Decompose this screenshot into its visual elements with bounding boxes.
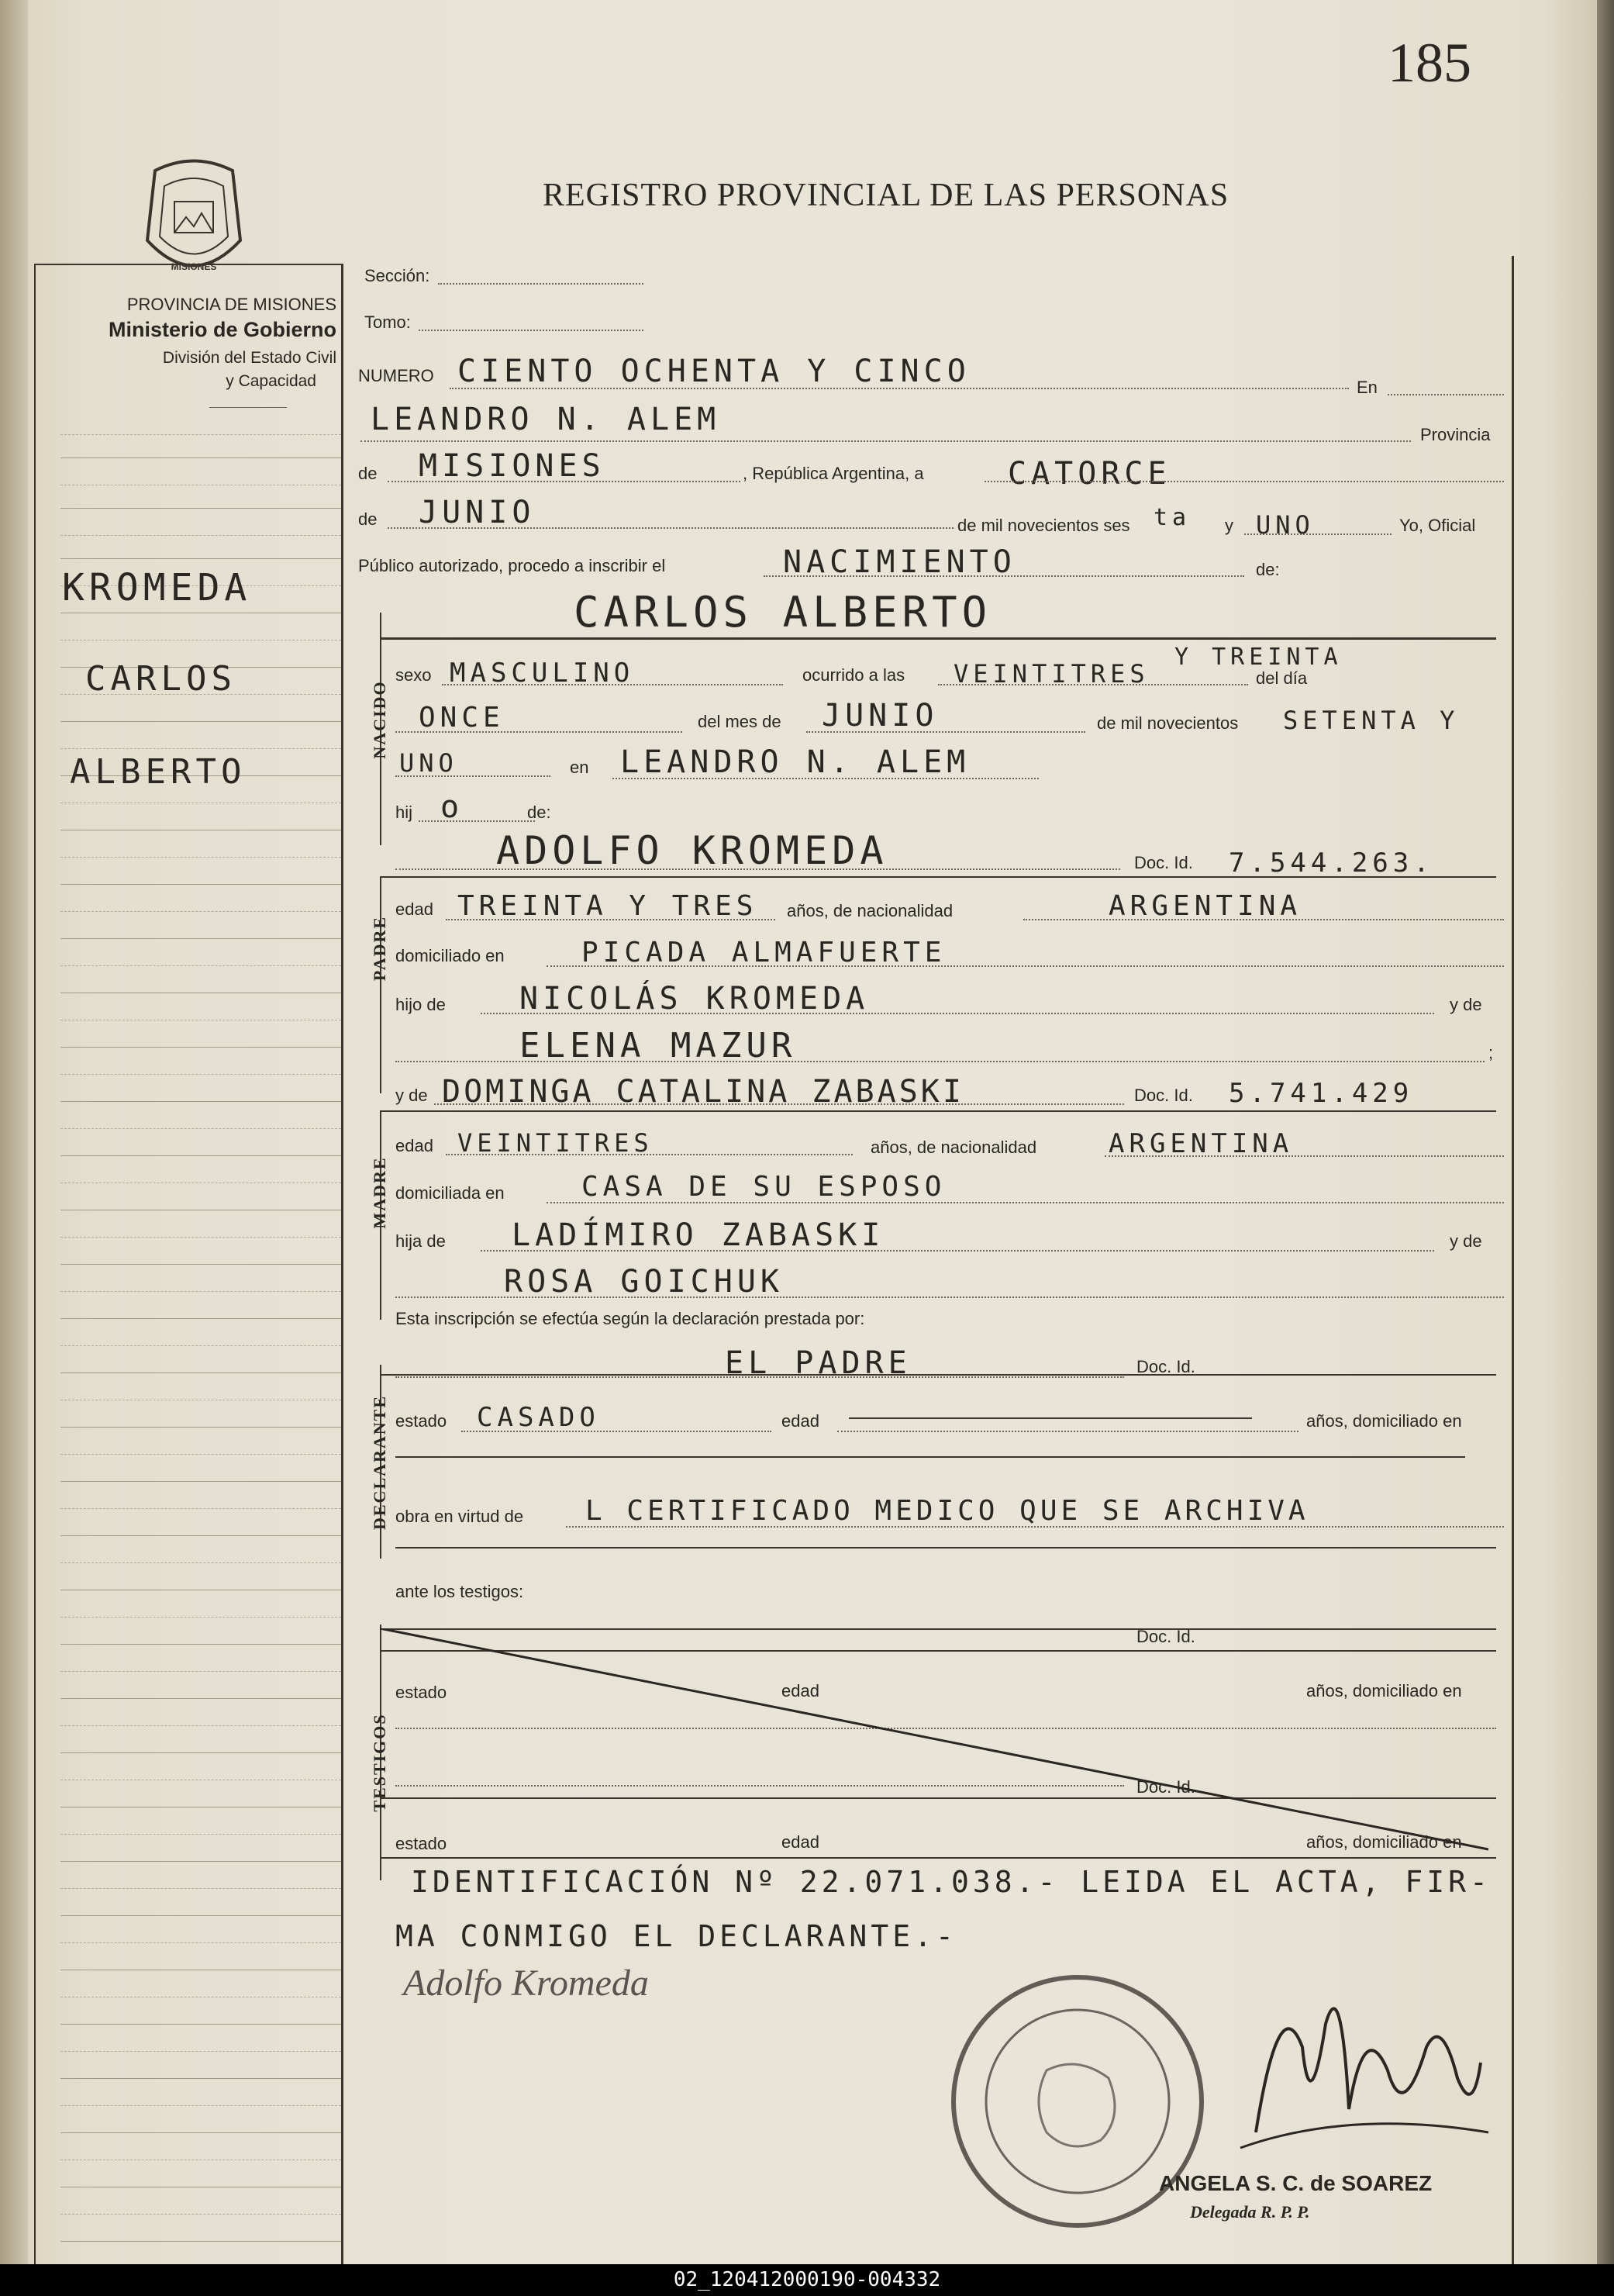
nacido-section-label: NACIDO <box>370 680 389 759</box>
padre-madre-value: ELENA MAZUR <box>519 1026 797 1065</box>
madre-line <box>434 1103 1124 1105</box>
testigo2-estado-label: estado <box>395 1834 447 1853</box>
ano-value: SETENTA Y <box>1283 706 1460 735</box>
padre-section-label: PADRE <box>370 915 389 982</box>
madre-top-line <box>380 1110 1496 1112</box>
madre-y-de-label-2: y de <box>1450 1231 1482 1251</box>
margin-top-border <box>34 264 341 265</box>
madre-padre-value: LADÍMIRO ZABASKI <box>512 1217 885 1253</box>
padre-nac-line <box>1023 919 1504 920</box>
sexo-line <box>442 684 783 685</box>
dia-line <box>985 481 1504 482</box>
de-mil-novecientos-label: de mil novecientos <box>1097 713 1239 733</box>
publico-label: Público autorizado, procedo a inscribir el <box>358 556 666 575</box>
page-edge <box>1597 0 1614 2264</box>
madre-value: DOMINGA CATALINA ZABASKI <box>442 1074 964 1110</box>
padre-y-de-label: y de <box>1450 995 1482 1014</box>
padre-padre-value: NICOLÁS KROMEDA <box>519 981 870 1017</box>
tomo-label: Tomo: <box>364 312 411 332</box>
testigo1-domicilio-label: años, domiciliado en <box>1306 1681 1462 1700</box>
ministry-label: Ministerio de Gobierno <box>108 318 336 341</box>
scan-id-footer: 02_120412000190-004332 <box>0 2264 1614 2296</box>
madre-doc-value: 5.741.429 <box>1229 1078 1414 1109</box>
de-mil-label: de mil novecientos ses <box>957 516 1130 535</box>
padre-hijo-de-label: hijo de <box>395 995 446 1014</box>
y-label: y <box>1225 516 1233 535</box>
division-label-2: y Capacidad <box>226 372 316 390</box>
lugar-value: LEANDRO N. ALEM <box>620 744 971 780</box>
madre-edad-line <box>446 1154 853 1155</box>
padre-dom-line <box>547 965 1504 967</box>
padre-value: ADOLFO KROMEDA <box>496 828 888 873</box>
yo-oficial-label: Yo, Oficial <box>1399 516 1476 535</box>
madre-y-de-label: y de <box>395 1086 428 1105</box>
tomo-field[interactable] <box>419 330 643 331</box>
padre-domicilio-label: domiciliado en <box>395 946 505 965</box>
padre-doc-value: 7.544.263. <box>1229 848 1434 879</box>
margin-surname: KROMEDA <box>62 566 252 609</box>
declarante-domicilio-label: años, domiciliado en <box>1306 1411 1462 1431</box>
page-number: 185 <box>1388 32 1471 94</box>
padre-top-line <box>380 876 1496 878</box>
seccion-field[interactable] <box>438 283 643 285</box>
padre-madre-line <box>395 1061 1485 1062</box>
form-right-border <box>1512 256 1514 2264</box>
ano-2-line <box>395 775 550 777</box>
madre-nac-line <box>1105 1155 1504 1157</box>
hora-value: VEINTITRES <box>954 659 1150 689</box>
en-line <box>1388 394 1504 395</box>
madre-madre-line <box>395 1296 1504 1298</box>
lugar-line <box>612 778 1039 779</box>
margin-left-border <box>34 264 36 2264</box>
madre-domicilio-label: domiciliada en <box>395 1183 505 1203</box>
testigo2-doc-label: Doc. Id. <box>1136 1777 1195 1797</box>
padre-domicilio-value: PICADA ALMAFUERTE <box>581 937 947 968</box>
provincia-line <box>388 481 740 482</box>
decl-edad-dots <box>837 1431 1298 1432</box>
province-label: PROVINCIA DE MISIONES <box>126 295 336 314</box>
declarante-line <box>395 1376 1124 1378</box>
declarante-estado-value: CASADO <box>477 1402 600 1433</box>
hij-line <box>419 820 535 822</box>
svg-text:MISIONES: MISIONES <box>171 261 217 272</box>
numero-line <box>450 388 1349 389</box>
hora-2-value: Y TREINTA <box>1174 644 1343 671</box>
provincia-value: MISIONES <box>419 448 605 484</box>
de-label: de <box>358 464 378 483</box>
nombre-line <box>380 637 1496 640</box>
signatory-role: Delegada R. P. P. <box>1190 2202 1310 2222</box>
padre-edad-value: TREINTA Y TRES <box>457 890 758 922</box>
declarante-section-label: DECLARANTE <box>370 1394 389 1530</box>
en-label: En <box>1357 378 1378 397</box>
madre-nacionalidad-value: ARGENTINA <box>1109 1128 1294 1159</box>
de-label-2: de <box>358 509 378 529</box>
madre-hija-de-label: hija de <box>395 1231 446 1251</box>
madre-dom-line <box>547 1202 1504 1203</box>
ante-testigos-label: ante los testigos: <box>395 1582 524 1601</box>
seccion-label: Sección: <box>364 266 430 285</box>
republica-label: , República Argentina, a <box>743 464 924 483</box>
decl-estado-line <box>461 1431 771 1432</box>
signatory-name: ANGELA S. C. de SOAREZ <box>1159 2171 1433 2195</box>
padre-edad-label: edad <box>395 899 433 919</box>
dia-value: ONCE <box>419 702 505 734</box>
numero-value: CIENTO OCHENTA Y CINCO <box>457 354 971 389</box>
testigo1-edad-label: edad <box>781 1681 819 1700</box>
localidad-line <box>360 440 1411 442</box>
dia-nac-line <box>395 731 682 733</box>
provincia-label: Provincia <box>1420 425 1491 444</box>
ocurrido-label: ocurrido a las <box>802 665 905 685</box>
mes-nac-line <box>806 731 1085 733</box>
madre-nacionalidad-label: años, de nacionalidad <box>871 1138 1037 1157</box>
hij-label: hij <box>395 803 413 822</box>
padre-line <box>395 868 1120 870</box>
testigo1-estado-label: estado <box>395 1683 447 1702</box>
testigo2-edad-label: edad <box>781 1832 819 1852</box>
nota-line-1: IDENTIFICACIÓN Nº 22.071.038.- LEIDA EL ACTA, FIR- <box>411 1865 1492 1899</box>
madre-edad-value: VEINTITRES <box>457 1128 654 1158</box>
declarante-estado-label: estado <box>395 1411 447 1431</box>
hij-suffix-value: o <box>440 789 464 825</box>
decl-domicilio-line[interactable] <box>395 1456 1465 1458</box>
book-binding <box>0 0 28 2264</box>
en-label-2: en <box>570 758 589 777</box>
de-colon-label: de: <box>1256 560 1280 579</box>
de-colon-label-2: de: <box>527 803 551 822</box>
ano-sufijo-value: ta <box>1154 504 1192 531</box>
madre-doc-label: Doc. Id. <box>1134 1086 1193 1105</box>
sexo-value: MASCULINO <box>450 658 635 689</box>
obra-value: L CERTIFICADO MEDICO QUE SE ARCHIVA <box>585 1495 1309 1527</box>
sexo-label: sexo <box>395 665 432 685</box>
strike-line <box>380 1628 1496 1853</box>
acto-line <box>764 575 1244 577</box>
form-title: REGISTRO PROVINCIAL DE LAS PERSONAS <box>543 178 1229 213</box>
declarante-edad-label: edad <box>781 1411 819 1431</box>
testigos-section-label: TESTIGOS <box>370 1713 389 1812</box>
padre-nacionalidad-label: años, de nacionalidad <box>787 901 954 920</box>
decl-edad-line[interactable] <box>849 1417 1252 1419</box>
testigo1-doc-label: Doc. Id. <box>1136 1627 1195 1646</box>
province-seal-icon <box>140 155 248 287</box>
madre-padre-line <box>481 1250 1434 1252</box>
declarante-doc-label: Doc. Id. <box>1136 1357 1195 1376</box>
mes-value: JUNIO <box>822 698 939 734</box>
testigo2-domicilio-label: años, domiciliado en <box>1306 1832 1462 1852</box>
obra-line-2 <box>395 1547 1496 1549</box>
padre-nacionalidad-value: ARGENTINA <box>1109 890 1302 922</box>
margin-name-1: CARLOS <box>85 659 236 699</box>
mes-inscripcion-value: JUNIO <box>419 495 536 530</box>
nota-line-2: MA CONMIGO EL DECLARANTE.- <box>395 1919 957 1953</box>
testigo2-bottom-line <box>380 1857 1496 1859</box>
nombre-value: CARLOS ALBERTO <box>574 588 992 637</box>
del-dia-label: del día <box>1256 668 1308 688</box>
ano-line <box>1244 533 1392 535</box>
del-mes-label: del mes de <box>698 712 781 731</box>
padre-doc-label: Doc. Id. <box>1134 853 1193 872</box>
declarante-value: EL PADRE <box>725 1345 912 1381</box>
numero-label: NUMERO <box>358 366 434 385</box>
acto-value: NACIMIENTO <box>783 544 1016 580</box>
declarante-top-line <box>380 1374 1496 1376</box>
madre-edad-label: edad <box>395 1136 433 1155</box>
declarante-firma: Adolfo Kromeda <box>403 1963 649 2004</box>
form-left-border <box>341 264 343 2264</box>
ano-uno-value: UNO <box>1256 510 1315 540</box>
madre-section-label: MADRE <box>370 1156 389 1229</box>
official-signature-icon <box>1209 1954 1504 2187</box>
ano-2-value: UNO <box>399 748 458 778</box>
obra-line <box>566 1526 1504 1528</box>
padre-edad-line <box>446 919 775 920</box>
margin-name-2: ALBERTO <box>70 752 247 792</box>
division-label: División del Estado Civil <box>162 349 336 367</box>
mes-line <box>388 527 954 529</box>
madre-madre-value: ROSA GOICHUK <box>504 1264 784 1300</box>
padre-padre-line <box>481 1013 1434 1014</box>
obra-label: obra en virtud de <box>395 1507 524 1526</box>
dia-inscripcion-value: CATORCE <box>1008 456 1171 492</box>
madre-domicilio-value: CASA DE SU ESPOSO <box>581 1171 947 1203</box>
localidad-value: LEANDRO N. ALEM <box>371 402 721 437</box>
inscripcion-label: Esta inscripción se efectúa según la declaración prestada por: <box>395 1309 865 1328</box>
hora-line <box>938 684 1248 685</box>
semicolon-label: ; <box>1488 1043 1494 1062</box>
